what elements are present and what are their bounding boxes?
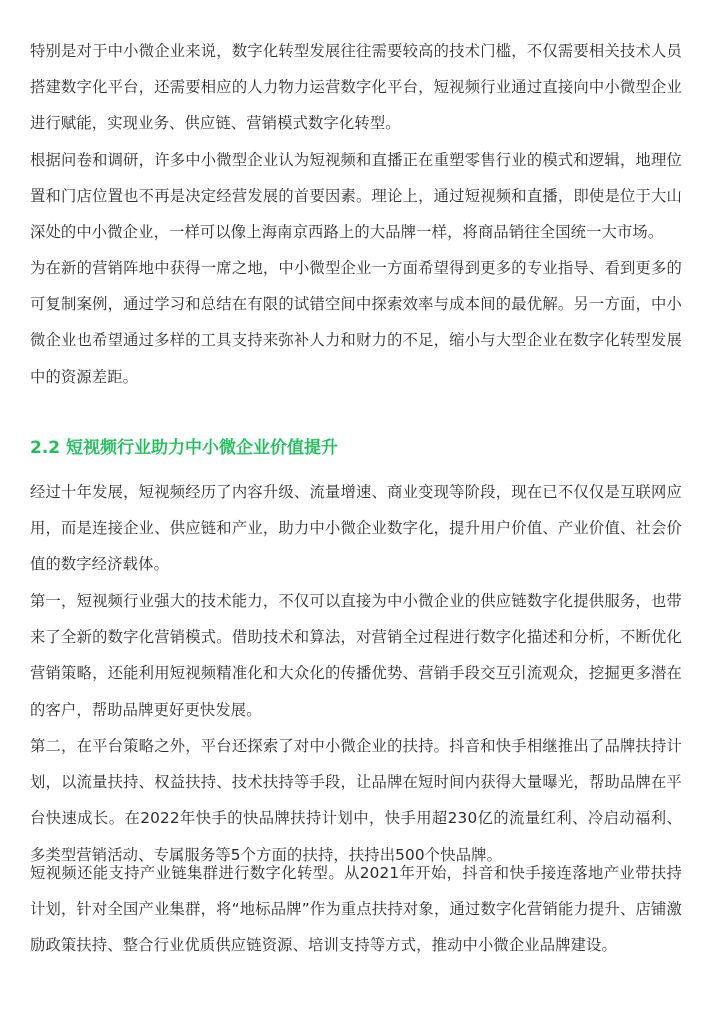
paragraph-survey-findings: 根据问卷和调研，许多中小微型企业认为短视频和直播正在重塑零售行业的模式和逻辑，地理位置和门店位置也不再是决定经营发展的首要因素。理论上，通过短视频和直播，即使是位于大山深处的中小微企业，一样可以像上海南京西路上的大品牌一样，将商品销往全国统一大市场。 bbox=[30, 151, 682, 242]
paragraph-second-point: 第二，在平台策略之外，平台还探索了对中小微企业的扶持。抖音和快手相继推出了品牌扶持计划，以流量扶持、权益扶持、技术扶持等手段，让品牌在短时间内获得大量曝光，帮助品牌在平台快速成长。在2022年快手的快品牌扶持计划中，快手用超230亿的流量红利、冷启动福利、多类型营销活动、专属服务等5个方面的扶持，扶持出500个快品牌。 bbox=[30, 737, 682, 864]
paragraph-ten-years: 经过十年发展，短视频经历了内容升级、流量增速、商业变现等阶段，现在已不仅仅是互联网应用，而是连接企业、供应链和产业，助力中小微企业数字化，提升用户价值、产业价值、社会价值的数字经济载体。 bbox=[30, 483, 682, 574]
paragraph-first-point: 第一，短视频行业强大的技术能力，不仅可以直接为中小微企业的供应链数字化提供服务，也带来了全新的数字化营销模式。借助技术和算法，对营销全过程进行数字化描述和分析，不断优化营销策略，还能利用短视频精准化和大众化的传播优势、营销手段交互引流观众，挖掘更多潜在的客户，帮助品牌更好更快发展。 bbox=[30, 592, 682, 719]
paragraph-digital-threshold: 特别是对于中小微企业来说，数字化转型发展往往需要较高的技术门槛，不仅需要相关技术人员搭建数字化平台，还需要相应的人力物力运营数字化平台，短视频行业通过直接向中小微型企业进行赋能，实现业务、供应链、营销模式数字化转型。 bbox=[30, 42, 682, 133]
paragraph-industry-cluster: 短视频还能支持产业链集群进行数字化转型。从2021年开始，抖音和快手接连落地产业带扶持计划，针对全国产业集群，将“地标品牌”作为重点扶持对象，通过数字化营销能力提升、店铺激励政策扶持、整合行业优质供应链资源、培训支持等方式，推动中小微企业品牌建设。 bbox=[30, 864, 682, 955]
section-heading: 2.2 短视频行业助力中小微企业价值提升 bbox=[30, 438, 339, 458]
paragraph-marketing-needs: 为在新的营销阵地中获得一席之地，中小微型企业一方面希望得到更多的专业指导、看到更多的可复制案例，通过学习和总结在有限的试错空间中探索效率与成本间的最优解。另一方面，中小微企业也希望通过多样的工具支持来弥补人力和财力的不足，缩小与大型企业在数字化转型发展中的资源差距。 bbox=[30, 259, 682, 386]
